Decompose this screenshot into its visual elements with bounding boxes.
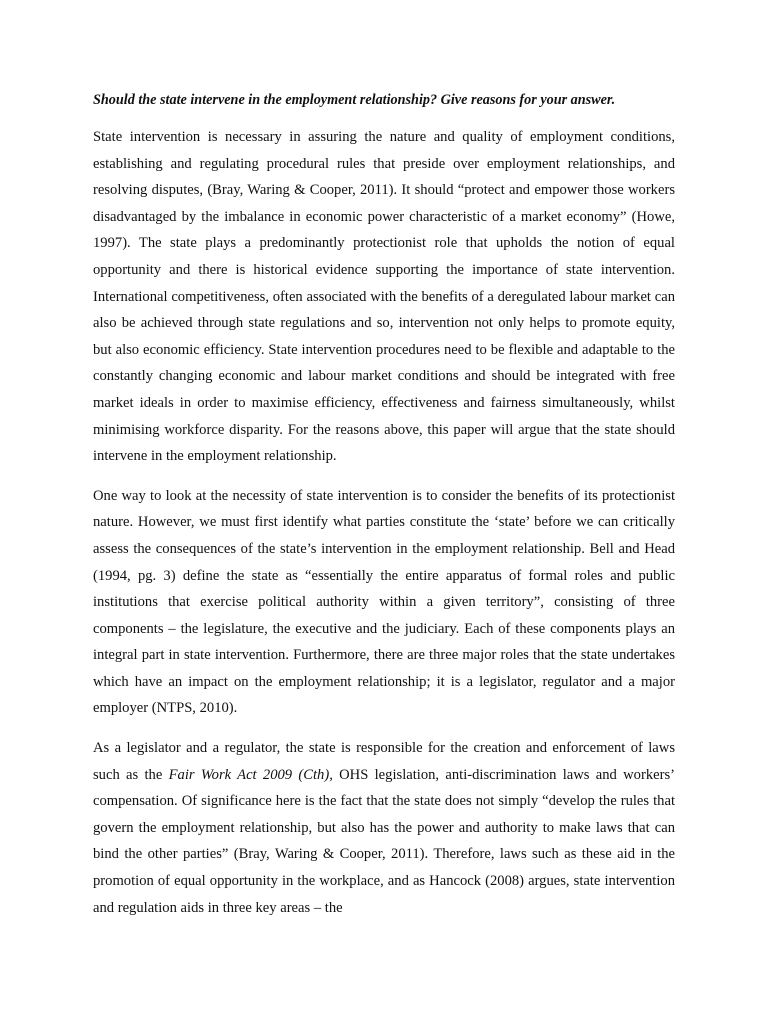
paragraph-state-definition: One way to look at the necessity of state intervention is to consider the benefits of its protectionist nature. However, we must first identify what parties constitute the ‘state’ before we can critically assess the consequences of the state’s intervention in the employment relationship. Bell and Head (1994, pg. 3) define the state as “essentially the entire apparatus of formal roles and public institutions that exercise political authority within a given territory”, consisting of three components – the legislature, the executive and the judiciary. Each of these components plays an integral part in state intervention. Furthermore, there are three major roles that the state undertakes which have an impact on the employment relationship; it is a legislator, regulator and a major employer (NTPS, 2010).	[93, 487, 675, 717]
paragraph-intro: State intervention is necessary in assuring the nature and quality of employment conditions, establishing and regulating procedural rules that preside over employment relationships, and resolving disputes, (Bray, Waring & Cooper, 2011). It should “protect and empower those workers disadvantaged by the imbalance in economic power characteristic of a market economy” (Howe, 1997). The state plays a predominantly protectionist role that upholds the notion of equal opportunity and there is historical evidence supporting the importance of state intervention. International competitiveness, often associated with the benefits of a deregulated labour market can also be achieved through state regulations and so, intervention not only helps to promote equity, but also economic efficiency. State intervention procedures need to be flexible and adaptable to the constantly changing economic and labour market conditions and should be integrated with free market ideals in order to maximise efficiency, effectiveness and fairness simultaneously, whilst minimising workforce disparity. For the reasons above, this paper will argue that the state should intervene in the employment relationship.	[93, 129, 675, 465]
essay-question-heading: Should the state intervene in the employment relationship? Give reasons for your answer.	[93, 92, 616, 108]
document-page	[93, 90, 675, 934]
fair-work-act-citation: Fair Work Act 2009 (Cth),	[168, 766, 333, 783]
paragraph-3-text-part-1: As a legislator and a regulator, the state is responsible for the creation and enforcement of laws such as the	[93, 740, 675, 783]
paragraph-3-text-part-2: OHS legislation, anti-discrimination laws and workers’ compensation. Of significance here is the fact that the state does not simply “develop the rules that govern the employment relationship, but also has the power and authority to make laws that can bind the other parties” (Bray, Waring & Cooper, 2011). Therefore, laws such as these aid in the promotion of equal opportunity in the workplace, and as Hancock (2008) argues, state intervention and regulation aids in three key areas – the	[93, 766, 675, 916]
paragraph-legislator-regulator	[93, 735, 675, 921]
